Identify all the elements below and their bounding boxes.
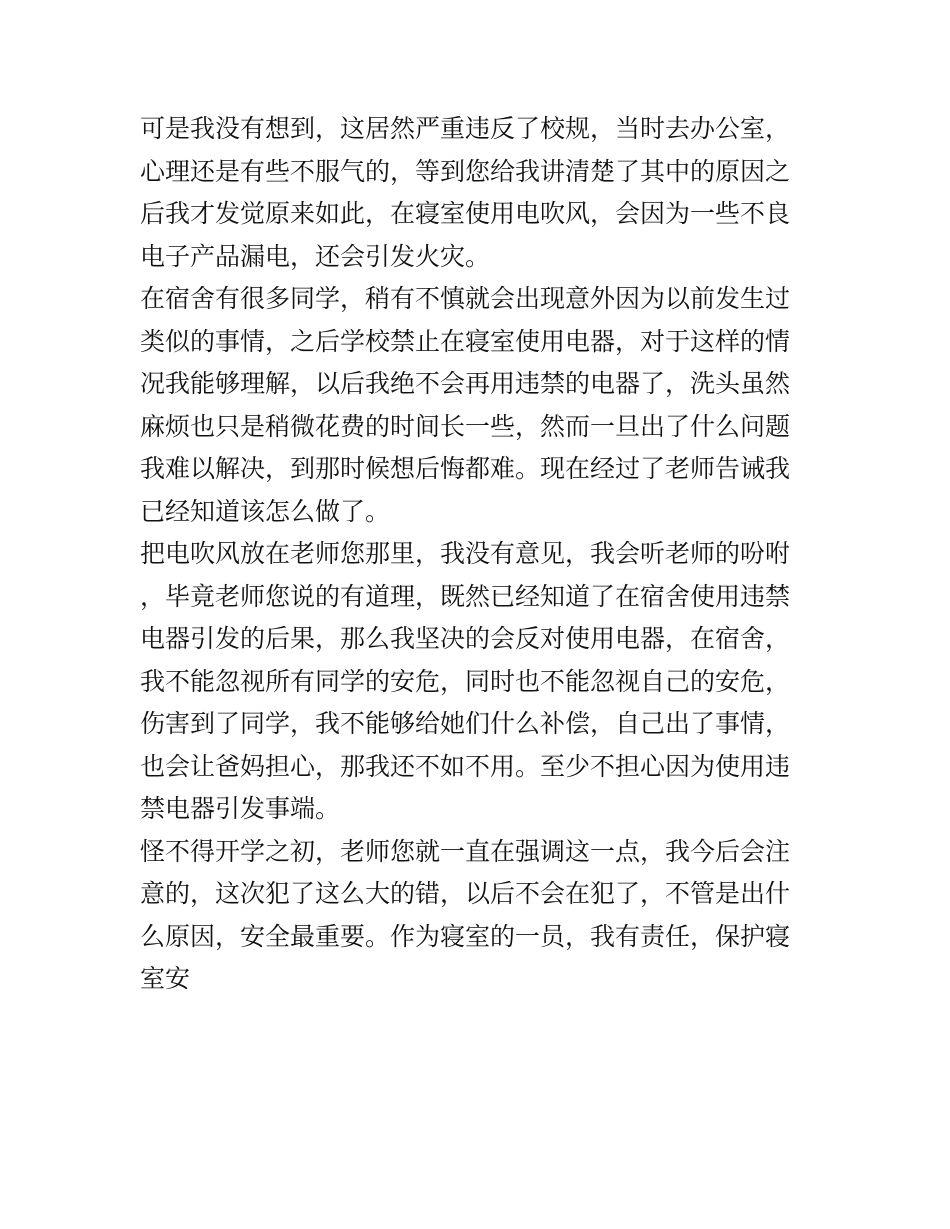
document-body bbox=[140, 108, 812, 1001]
paragraph: 可是我没有想到，这居然严重违反了校规，当时去办公室，心理还是有些不服气的，等到您给我讲清楚了其中的原因之后我才发觉原来如此，在寝室使用电吹风，会因为一些不良电子产品漏电，还会引发火灾。 bbox=[140, 114, 791, 271]
paragraph: 把电吹风放在老师您那里，我没有意见，我会听老师的吩咐，毕竟老师您说的有道理，既然已经知道了在宿舍使用违禁电器引发的后果，那么我坚决的会反对使用电器，在宿舍，我不能忽视所有同学的安危，同时也不能忽视自己的安危，伤害到了同学，我不能够给她们什么补偿，自己出了事情，也会让爸妈担心，那我还不如不用。至少不担心因为使用违禁电器引发事端。 bbox=[140, 539, 791, 823]
paragraph: 怪不得开学之初，老师您就一直在强调这一点，我今后会注意的，这次犯了这么大的错，以后不会在犯了，不管是出什么原因，安全最重要。作为寝室的一员，我有责任，保护寝室安 bbox=[140, 836, 791, 993]
paragraph: 在宿舍有很多同学，稍有不慎就会出现意外因为以前发生过类似的事情，之后学校禁止在寝室使用电器，对于这样的情况我能够理解，以后我绝不会再用违禁的电器了，洗头虽然麻烦也只是稍微花费的时间长一些，然而一旦出了什么问题我难以解决，到那时候想后悔都难。现在经过了老师告诫我已经知道该怎么做了。 bbox=[140, 284, 791, 526]
